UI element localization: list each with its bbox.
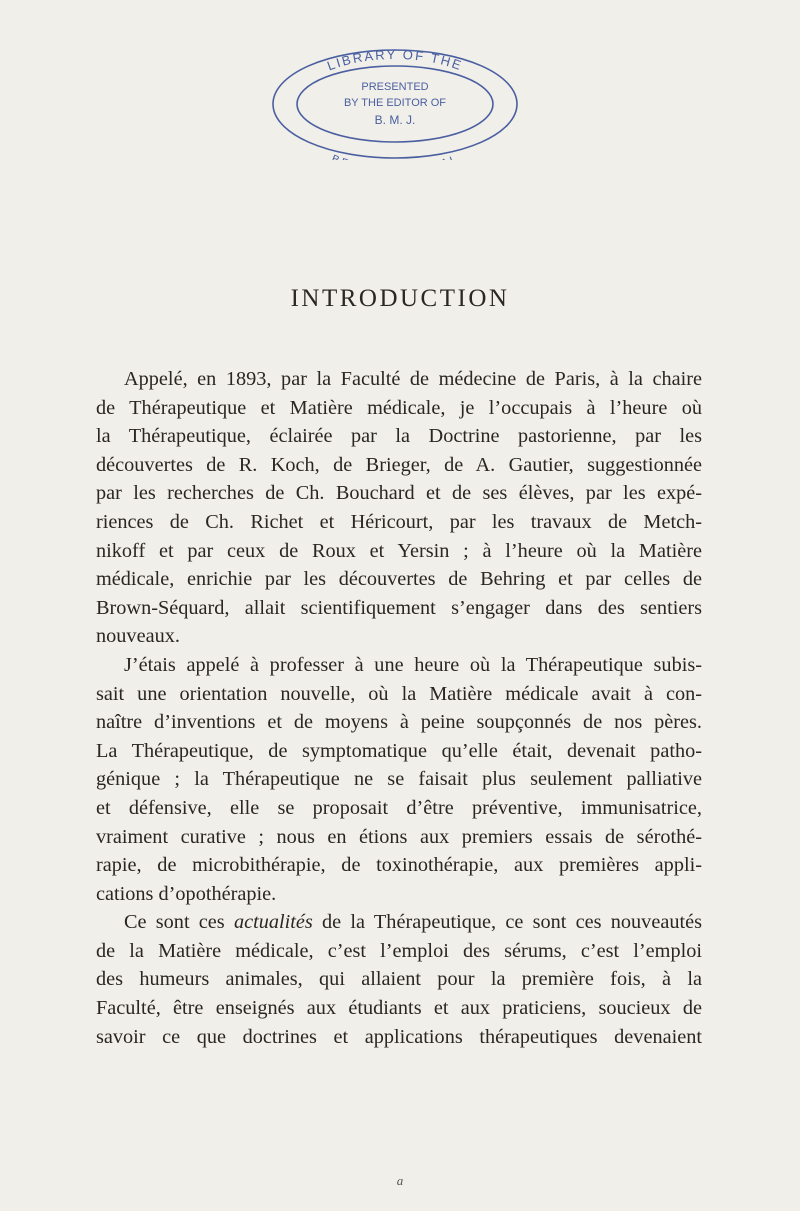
- text-line: de la Matière médicale, c’est l’emploi des sérums, c’est l’emploi: [96, 939, 702, 962]
- text-line: La Thérapeutique, de symptomatique qu’elle était, devenait patho-: [96, 739, 702, 762]
- text-line: des humeurs animales, qui allaient pour la première fois, à la: [96, 968, 702, 991]
- text-line: naître d’inventions et de moyens à peine soupçonnés de nos pères.: [96, 711, 702, 734]
- text-line: nouveaux.: [96, 625, 180, 648]
- text-line: sait une orientation nouvelle, où la Matière médicale avait à con-: [96, 682, 702, 705]
- text-line: médicale, enrichie par les découvertes de Behring et par celles de: [96, 568, 702, 591]
- page-title: INTRODUCTION: [290, 285, 510, 312]
- text-line: découvertes de R. Koch, de Brieger, de A. Gautier, suggestionnée: [96, 453, 702, 476]
- text-line: la Thérapeutique, éclairée par la Doctrine pastorienne, par les: [96, 425, 702, 448]
- text-line: Faculté, être enseignés aux étudiants et aux praticiens, soucieux de: [96, 997, 702, 1020]
- italic-word: actualités: [233, 911, 313, 934]
- text-line-with-italic: [96, 908, 702, 937]
- library-stamp: [270, 48, 520, 160]
- text-segment: Ce sont ces: [124, 911, 234, 934]
- stamp-line-bmj: B. M. J.: [374, 113, 416, 127]
- text-line: de Thérapeutique et Matière médicale, je l’occupais à l’heure où: [96, 396, 702, 419]
- text-line: génique ; la Thérapeutique ne se faisait plus seulement palliative: [96, 768, 702, 791]
- svg-text:LIBRARY OF THE: [325, 48, 465, 73]
- text-line: rapie, de microbithérapie, de toxinothérapie, aux premières appli-: [96, 854, 702, 877]
- stamp-graphic: [270, 48, 520, 160]
- signature-mark: a: [396, 1173, 404, 1188]
- body-text: [96, 365, 702, 1051]
- stamp-arc-top: LIBRARY OF THE: [325, 48, 465, 74]
- text-line: et défensive, elle se proposait d’être préventive, immunisatrice,: [96, 796, 702, 819]
- text-line: par les recherches de Ch. Bouchard et de ses élèves, par les expé-: [96, 482, 702, 505]
- text-segment: de la Thérapeutique, ce sont ces nouveautés: [312, 911, 702, 934]
- text-line: cations d’opothérapie.: [96, 882, 277, 905]
- text-line: vraiment curative ; nous en étions aux premiers essais de sérothé-: [96, 825, 702, 848]
- text-line: J’étais appelé à professer à une heure où la Thérapeutique subis-: [124, 653, 702, 676]
- text-line: nikoff et par ceux de Roux et Yersin ; à l’heure où la Matière: [96, 539, 702, 562]
- text-line: riences de Ch. Richet et Héricourt, par les travaux de Metch-: [96, 510, 702, 533]
- text-line: Brown-Séquard, allait scientifiquement s’engager dans des sentiers: [96, 596, 702, 619]
- text-line: Appelé, en 1893, par la Faculté de médecine de Paris, à la chaire: [124, 368, 702, 390]
- stamp-line-presented: PRESENTED: [361, 81, 429, 93]
- stamp-line-editor: BY THE EDITOR OF: [343, 97, 447, 109]
- text-line: savoir ce que doctrines et applications thérapeutiques devenaient: [96, 1025, 702, 1048]
